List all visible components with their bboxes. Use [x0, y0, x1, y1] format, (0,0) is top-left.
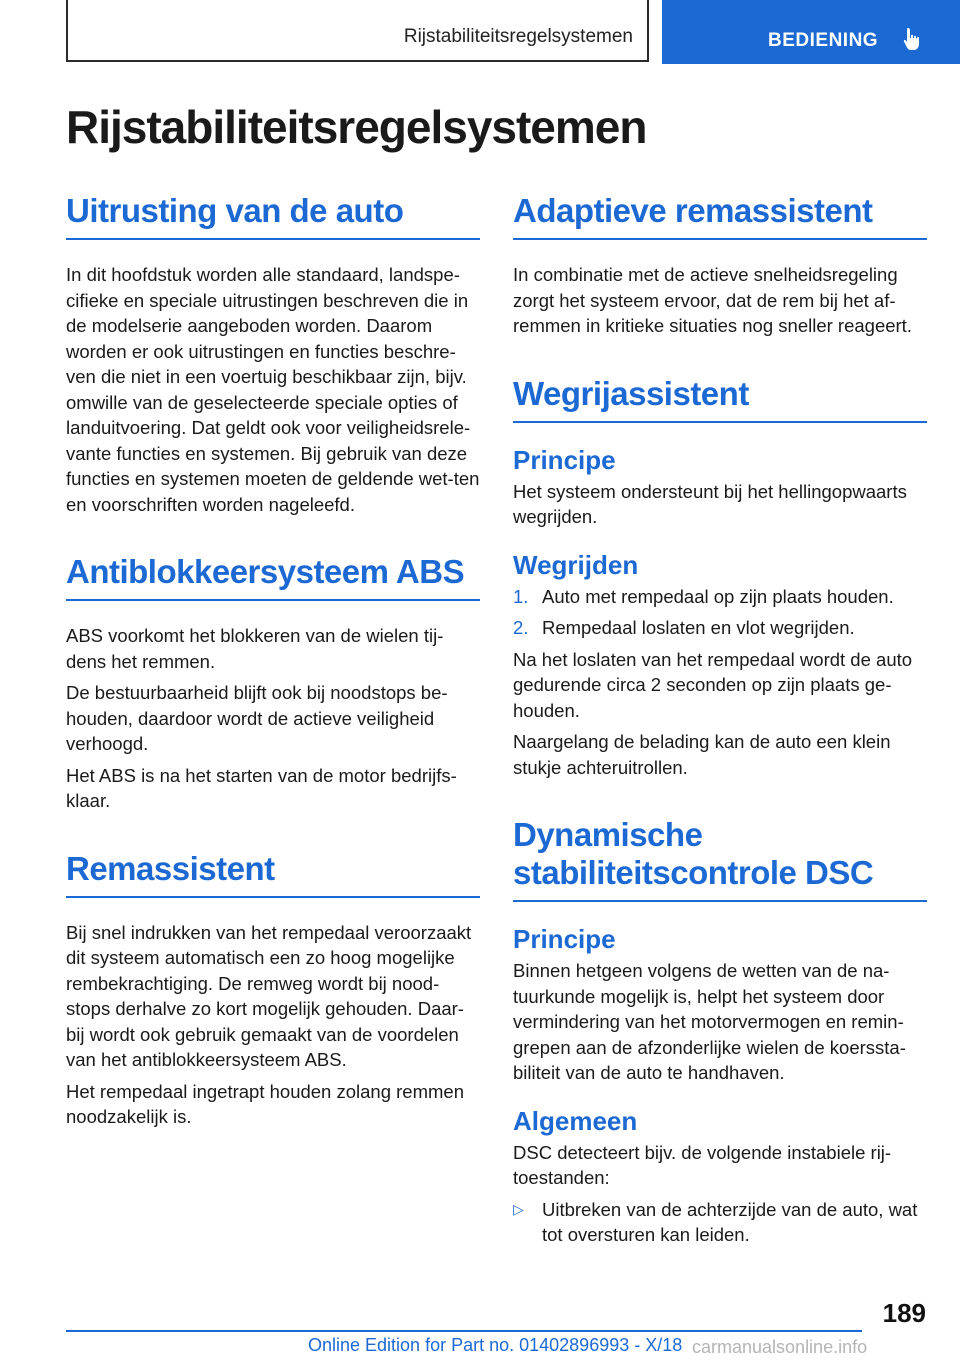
section-dsc [513, 816, 927, 1248]
step-list [513, 584, 927, 641]
hand-pointer-icon [900, 26, 926, 52]
section-adaptive-brake-assist [513, 192, 927, 339]
right-column [513, 192, 927, 1284]
subsection-heading: Principe [513, 924, 616, 954]
section-abs [66, 553, 480, 814]
paragraph: In combinatie met de actieve snelheidsregeling zorgt het systeem ervoor, dat de rem bij het af-remmen in kritieke situaties nog sneller reageert. [513, 264, 912, 336]
list-item [513, 584, 927, 610]
paragraph: Het ABS is na het starten van de motor bedrijfs-klaar. [66, 764, 457, 811]
section-heading: Antiblokkeersysteem ABS [66, 553, 480, 601]
section-equipment [66, 192, 480, 517]
subsection-general [513, 1106, 927, 1248]
paragraph: Bij snel indrukken van het rempedaal veroorzaakt dit systeem automatisch een zo hoog mogelijke rembekrachtiging. De remweg wordt bij nood-stops derhalve zo kort mogelijk gehouden. Daar-bij wordt ook gebruik gemaakt van de voordelen van het antiblokkeersysteem ABS. [66, 921, 472, 1070]
left-column [66, 192, 480, 1166]
paragraph: DSC detecteert bijv. de volgende instabiele rij-toestanden: [513, 1141, 892, 1188]
step-text: Rempedaal loslaten en vlot wegrijden. [542, 617, 855, 638]
section-heading: Dynamische stabiliteitscontrole DSC [513, 816, 927, 902]
section-heading: Adaptieve remassistent [513, 192, 927, 240]
list-item [513, 615, 927, 641]
paragraph: Naargelang de belading kan de auto een klein stukje achteruitrollen. [513, 731, 891, 778]
section-heading: Wegrijassistent [513, 375, 927, 423]
running-header-text: Rijstabiliteitsregelsystemen [403, 26, 633, 47]
subsection-principle [513, 445, 927, 530]
bullet-list [513, 1197, 927, 1248]
section-heading: Uitrusting van de auto [66, 192, 480, 240]
subsection-heading: Algemeen [513, 1105, 638, 1136]
paragraph: Het rempedaal ingetrapt houden zolang remmen noodzakelijk is. [66, 1080, 464, 1127]
footer-divider [66, 1330, 862, 1332]
paragraph: ABS voorkomt het blokkeren van de wielen tij-dens het remmen. [66, 625, 444, 672]
list-item [513, 1197, 927, 1248]
paragraph: De bestuurbaarheid blijft ook bij noodstops be-houden, daardoor wordt de actieve veiligheid verhoogd. [66, 682, 448, 754]
subsection-driving-away [513, 550, 927, 781]
paragraph: Na het loslaten van het rempedaal wordt de auto gedurende circa 2 seconden op zijn plaats ge-houden. [513, 648, 913, 721]
paragraph: Het systeem ondersteunt bij het hellingopwaarts wegrijden. [513, 480, 907, 527]
chapter-label: BEDIENING [768, 30, 879, 51]
chapter-tab [662, 0, 960, 64]
section-drive-away-assistant [513, 375, 927, 781]
step-number: 2. [513, 617, 529, 638]
step-number: 1. [513, 585, 529, 607]
triangle-bullet-icon: ▷ [513, 1200, 524, 1217]
edition-text: Online Edition for Part no. 01402896993 - X/18 [308, 1335, 683, 1355]
step-text: Auto met rempedaal op zijn plaats houden. [542, 585, 894, 607]
subsection-principle [513, 924, 927, 1086]
watermark: carmanualsonline.info [692, 1337, 868, 1357]
running-header-section [66, 0, 649, 62]
subsection-heading: Principe [513, 444, 616, 475]
page-number: 189 [882, 1298, 926, 1328]
section-heading: Remassistent [66, 850, 480, 898]
page-title: Rijstabiliteitsregelsystemen [66, 101, 647, 153]
bullet-text: Uitbreken van de achterzijde van de auto, wat tot oversturen kan leiden. [542, 1198, 918, 1245]
paragraph: Binnen hetgeen volgens de wetten van de na-tuurkunde mogelijk is, helpt het systeem door vermindering van het motorvermogen en remin-grepen aan de afzonderlijke wielen de koerssta-biliteit van de auto te handhaven. [513, 960, 906, 1083]
section-brake-assist [66, 850, 480, 1130]
paragraph: In dit hoofdstuk worden alle standaard, landspe-cifieke en speciale uitrustingen beschreven die in de modelserie aangeboden worden. Daarom worden er ook uitrustingen en functies beschre-ven die niet in een voertuig beschikbaar zijn, bijv. omwille van de geselecteerde speciale opties of landuitvoering. Dat geldt ook voor veiligheidsrele-vante functies en systemen. Bij gebruik van deze functies en systemen moeten de geldende wet-ten en voorschriften worden nageleefd. [66, 264, 480, 515]
subsection-heading: Wegrijden [513, 549, 639, 580]
